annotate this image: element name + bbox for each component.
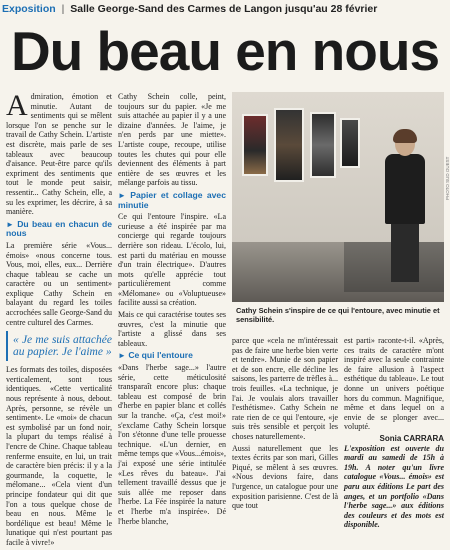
artwork-frame — [242, 114, 268, 176]
paragraph: parce que «cela ne m'intéressait pas de faire une herbe bien verte et tendre». Munie de son papier et de son encre, elle décline les saisons, les parterre de trèfles à... trois feuilles. «La technique, je l'ai. Je voulais alors travailler l'esthétisme». Cathy Schein ne rate rien de ce qui l'entoure, «je suis très sensible et perçoit les choses naturellement». — [232, 336, 338, 441]
figure-hair — [393, 129, 417, 143]
column-3 — [232, 336, 338, 513]
artwork-frame — [310, 112, 336, 178]
column-1 — [6, 89, 113, 550]
artwork-frame — [340, 118, 360, 168]
paragraph: Ce qui l'entoure l'inspire. «La curieuse a été inspirée par ma concierge qui regarde toujours derrière son rideau. L'écolo, lui, est parti du matériau en mousse d'un train électrique». D'autres mots qu'elle apprécie tout particulièrement comme «Mélomane» ou «Voluptueuse» facilite aussi sa création. — [118, 212, 226, 308]
figure-body — [385, 154, 425, 224]
column-4 — [344, 336, 444, 532]
author-signature: Sonia CARRARA — [379, 433, 444, 443]
paragraph: Cathy Schein colle, peint, toujours sur du papier. «Je me suis attachée au papier il y a une dizaine d'années. Je l'aime, je n'en perds par une miette». L'artiste coupe, recoupe, utilise toutes les chutes qui pour elle deviennent des éléments à part entière de ses œuvres et les mélange parfois au tissu. — [118, 92, 226, 188]
paragraph: «Dans l'herbe sage...» l'autre série, cette méticulosité transparaît encore plus: chaque tableau est composé de brin d'herbe en papier blanc et collés sur la tranche. «Ça, c'est moi!» s'exclame Cathy Schein lorsque l'on s'étonne d'une telle prouesse technique. «L'un dernier, en même temps que «Vous...émois», j'ai exposé une série intitulée «Les rêves du bateau». J'ai tellement travaillé dessus que je suis allée me reposer dans l'herbe. La Fée inspirée la nature et l'herbe m'a inspirée». Dé l'herbe blanche, — [118, 363, 226, 526]
figure-legs — [391, 222, 419, 282]
drop-cap: A — [6, 89, 28, 122]
paragraph: La première série «Vous... émois» «nous concerne tous. Vous, moi, elles, eux... Derrière chaque tableau se cache un caractère ou un sentiment» explique Cathy Schein en balayant du regard les toiles accrochées salle George-Sand du centre culturel des Carmes. — [6, 240, 112, 327]
paragraph: Les formats des toiles, disposées verticalement, sont tous identiques. «Cette verticalité nous représente à nous, debout. Après, personne, se révèle un sentiment». Le «moi» de chacun est symbolisé par un fond noir, la plupart du temps réalisé à l'encre de Chine. Chaque tableau renferme ensuite, en lui, un trait de caractère bien précis: il y a la gourmande, la coquette, le mélomane... «Cela vient d'un principe fondateur qui dit que l'on a tous quelque chose de beau en nous. Même le bordélique est beau! Même le lunatique qui n'est pourtant pas facile à vivre!» — [6, 365, 112, 547]
kicker-title: Salle George-Sand des Carmes de Langon jusqu'au 28 février — [70, 3, 378, 15]
section-tag: Exposition — [2, 3, 56, 15]
subhead-entoure — [118, 351, 226, 361]
subhead-papier — [118, 191, 226, 210]
headline: Du beau en nous — [10, 20, 440, 82]
article-photo — [232, 92, 444, 302]
artist-figure — [382, 132, 428, 282]
arrow-icon: ► — [118, 190, 126, 200]
paragraph: Mais ce qui caractérise toutes ses œuvres, c'est la minutie que l'artiste a glissé dans ses tableaux. — [118, 310, 226, 348]
article-kicker — [2, 3, 448, 15]
artwork-frame — [274, 108, 304, 182]
arrow-icon: ► — [6, 219, 14, 229]
arrow-icon: ► — [118, 351, 126, 361]
lead-text: dmiration, émotion et minutie. Autant de sentiments qui se mêlent lorsque l'on se penche sur le travail de Cathy Schein. L'artiste est discrète, mais parle de ses tableaux avec beaucoup d'aisance. Peut-être parce qu'ils expriment des sentiments que tout le monde peut saisir, ressentir... Cathy Schein, elle, a su les exprimer, les décrire, à sa manière. — [6, 92, 112, 217]
pull-quote: « Je me suis attachée au papier. Je l'aime » — [6, 331, 112, 361]
photo-caption: Cathy Schein s'inspire de ce qui l'entoure, avec minutie et sensibilité. — [236, 306, 440, 324]
column-2 — [118, 92, 226, 528]
info-box: L'exposition est ouverte du mardi au samedi de 15h à 19h. A noter qu'un livre catalogue «Vous... émois» est paru aux éditions Le part des anges, et un portfolio «Dans l'herbe sage...» aux éditions des couleurs et des mots est disponible. — [344, 443, 444, 530]
lead-paragraph — [6, 89, 112, 217]
subhead-papier-text: Papier et collage avec minutie — [118, 189, 226, 210]
subhead-du-beau — [6, 220, 112, 239]
paragraph: est parti» raconte-t-il. «Après, ces traits de caractère m'ont inspiré avec la seule contrainte de faire allusion à l'aspect esthétique du tableau». Le tout donne un univers poétique hors du commun. Magnifique, même et dans lequel on a envie de se plonger avec... volupté. — [344, 336, 444, 432]
paragraph: Aussi naturellement que les textes écrits par son mari, Gilles Piqué, se mêlent à ses œuvres. «Nous devions faire, dans l'urgence, un catalogue pour une exposition parisienne. C'est de là que tout — [232, 443, 338, 511]
photo-credit: PHOTO SUD OUEST — [445, 156, 450, 200]
subhead-entoure-text: Ce qui l'entoure — [128, 350, 193, 361]
subhead-du-beau-text: Du beau en chacun de nous — [6, 218, 113, 239]
kicker-separator: | — [61, 3, 65, 15]
